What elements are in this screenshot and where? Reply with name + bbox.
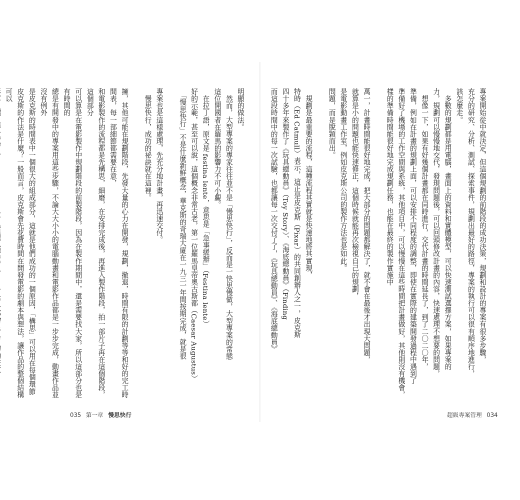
text-column: 專案也是這樣處理，先充分地計畫，再迅速交付。 <box>154 88 163 244</box>
text-column: 問題，而是脫穎而出。 <box>327 88 336 159</box>
text-column <box>0 88 2 404</box>
text-column: 是電影動畫工作室，例如皮克斯公司的製作方法也是如此。 <box>338 88 347 272</box>
right-page-text <box>269 88 487 404</box>
text-column: 多數的規劃都是用電腦，畫面上的資料和實體模型，可以快速測試選擇方案，如果專案的 <box>443 88 452 370</box>
left-page-footer <box>70 410 134 419</box>
text-column: 「慢思快行」不是什麼新鮮概念，華克斯的奇瑞大廈在一九三一年間按期完成，就是很 <box>178 88 187 360</box>
right-page-number: 034 <box>486 413 498 419</box>
text-column: 這位開國者在羅馬的影響力不可小覷。 <box>212 88 221 208</box>
text-column: 準備，例如在計畫的規劃上面，可以安排不同程度的調整，即使在實際的建築開發過程中遇到了 <box>408 88 417 385</box>
text-column: 而這段時間中的每一次試驗，也都讓每一次交付了了，《玩具總動員》、《海底總動員》 <box>269 88 278 353</box>
running-title: 超級專案管理 <box>447 413 482 419</box>
text-column: 可以算是在電影製作中規劃階段的前製階段，因為在製作期間中，還是需要找大家，所以這部分也是有時間的 <box>62 88 82 399</box>
left-page-text <box>4 88 245 404</box>
text-column: 擁，其他可能在規劃階段，先發大量的心力在開發，規劃，撤退，時間有限的計劃等等和好的完工時間表，每一部細節都需要在意， <box>108 88 129 399</box>
text-column: 充分的研究、分析、測試、探索事件，規劃出最好的路徑，專案的執行可以很有順序地進行， <box>466 88 475 378</box>
left-page-number: 035 <box>70 413 82 419</box>
right-page-footer <box>447 410 501 419</box>
section-title: 慢思快行 <box>108 413 132 419</box>
text-column: 想像一下，如果有好幾個計畫都在同時進行，交代計畫的時間延長了，到了二〇二〇年， <box>420 88 429 370</box>
text-column: 該怎麼走。 <box>454 88 463 124</box>
text-column: 然而，大型專案的專家往往並不是「慢思快行」，反而是一快思慢做，大型專案的常態 <box>224 88 233 360</box>
text-column: 特時（Ed Catmull）表示，這正是皮克斯（Pixar）的共同創辦人之一，皮克斯 <box>292 88 301 338</box>
text-column <box>164 88 176 404</box>
text-column: 樣的準備時間能很好地完成規劃任務，也能在最終的製作實施中 <box>385 88 394 286</box>
text-column: 總是有開發中的專案用這些步驟，不論大大小小的電腦動畫和電影作品都是一步步完成，動畫作品並沒有例外 <box>38 88 59 399</box>
left-page <box>0 0 259 500</box>
text-column: 萬一，計畫時間能很好地完成，把大部分的問題都解決了，就不會在最後才出現大問題， <box>362 88 371 363</box>
text-column: 好的示範，甚至可以說，這個概念非常古老，第一位羅馬皇帝奧古斯都（Caesar Augustus） <box>189 88 198 383</box>
chapter-label: 第一章 <box>85 413 104 419</box>
text-column: 力，規劃可以慢慢地交代，發現問題後，可以回頭修改計畫的內容，快速處理不想要的問題， <box>431 88 440 378</box>
text-column: 慢思快行，成功的祕訣就在這裡。 <box>143 88 152 201</box>
text-column: 皮克斯的作法是什麼？一般而言，皮克斯會先花費時間在開發電影的劇本與想法，讓作品的整個結構可以 <box>4 88 24 399</box>
text-column <box>371 88 383 404</box>
text-column: 準備好了機場的工作空間與系統，其他項目中，可以慢慢在這些時間把計畫做好，其他則沒有機會， <box>396 88 405 399</box>
text-column: 是皮克斯的時間表中一個很大的組成部分，這就是他們成功的一個原因，「構思」可以用在每個環節 <box>27 88 36 395</box>
text-column: 明顯的做法。 <box>236 88 244 131</box>
text-column <box>129 88 141 404</box>
text-column: 規劃是最重要的流程，這種流程其實就是快速地將其實現， <box>304 88 313 279</box>
text-column <box>313 88 325 404</box>
text-column: 就算是小的問題也能快速修正，這個時候就能再次檢視自己的規劃， <box>350 88 359 300</box>
right-page <box>261 0 520 500</box>
text-column: 四十多年來製作了《玩具總動員》（Toy Story）、《海底總動員》（Finding <box>280 88 289 320</box>
text-column: 和電影製作的流程都是先構思，細磨，在安排完成後，再進入製作階段，拍一部片子再在這個階段，這個部分 <box>85 88 105 399</box>
text-column: 專案開始從中就決定，但這個規劃的前階段的成功決策，規劃和設計的專案有很多步驟， <box>478 88 486 363</box>
text-column: 在拉丁語，原文是 festina lente，意思是「急事緩辦」（Festina lente） <box>201 88 210 328</box>
